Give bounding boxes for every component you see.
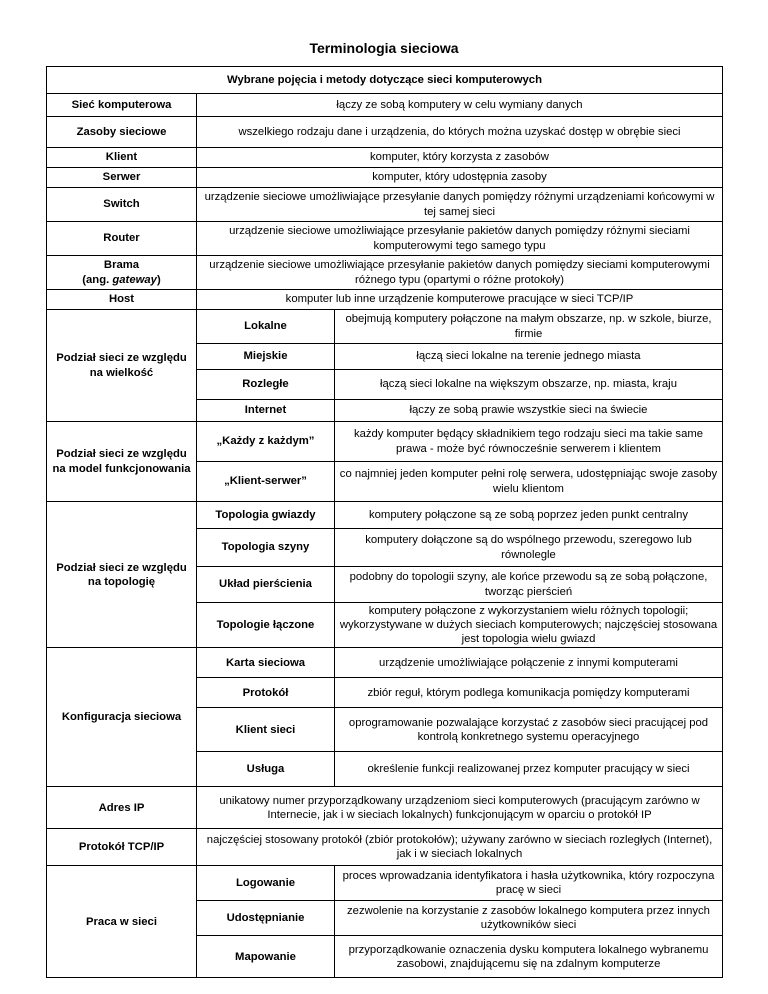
term-cell: Router (47, 222, 197, 256)
definition-cell: łączą sieci lokalne na większym obszarze, np. miasta, kraju (335, 370, 723, 400)
term-cell: Switch (47, 188, 197, 222)
terminology-table (46, 66, 723, 978)
term-cell (47, 256, 197, 290)
definition-cell: obejmują komputery połączone na małym obszarze, np. w szkole, biurze, firmie (335, 310, 723, 344)
subterm-cell: Topologia szyny (197, 529, 335, 567)
term-cell: Host (47, 290, 197, 310)
subterm-cell: Klient sieci (197, 708, 335, 752)
definition-cell: komputer, który udostępnia zasoby (197, 168, 723, 188)
term-cell: Adres IP (47, 787, 197, 829)
definition-cell: określenie funkcji realizowanej przez komputer pracujący w sieci (335, 752, 723, 787)
subterm-cell: Protokół (197, 678, 335, 708)
definition-cell: komputer lub inne urządzenie komputerowe pracujące w sieci TCP/IP (197, 290, 723, 310)
group-cell: Praca w sieci (47, 866, 197, 978)
term-cell: Protokół TCP/IP (47, 829, 197, 866)
definition-cell: zezwolenie na korzystanie z zasobów lokalnego komputera przez innych użytkowników sieci (335, 901, 723, 936)
subterm-cell: Układ pierścienia (197, 567, 335, 603)
subterm-cell: Topologie łączone (197, 603, 335, 648)
definition-cell: unikatowy numer przyporządkowany urządzeniom sieci komputerowych (pracującym zarówno w Internecie, jak i w sieciach lokalnych) funkcjonującym w oparciu o protokół IP (197, 787, 723, 829)
definition-cell: podobny do topologii szyny, ale końce przewodu są ze sobą połączone, tworząc pierścień (335, 567, 723, 603)
subterm-cell: Usługa (197, 752, 335, 787)
subterm-cell: Internet (197, 400, 335, 422)
subterm-cell: „Klient-serwer” (197, 462, 335, 502)
definition-cell: urządzenie sieciowe umożliwiające przesyłanie danych pomiędzy różnymi urządzeniami końcowymi w tej samej sieci (197, 188, 723, 222)
group-cell: Podział sieci ze względu na wielkość (47, 310, 197, 422)
subterm-cell: Rozległe (197, 370, 335, 400)
group-cell: Konfiguracja sieciowa (47, 648, 197, 787)
definition-cell: co najmniej jeden komputer pełni rolę serwera, udostępniając swoje zasoby wielu klientom (335, 462, 723, 502)
group-cell: Podział sieci ze względu na topologię (47, 502, 197, 648)
subterm-cell: Mapowanie (197, 936, 335, 978)
term-cell: Zasoby sieciowe (47, 117, 197, 148)
term-cell: Sieć komputerowa (47, 94, 197, 117)
definition-cell: urządzenie sieciowe umożliwiające przesyłanie pakietów danych pomiędzy sieciami komputerowymi różnego typu (opartymi o różne protokoły) (197, 256, 723, 290)
subterm-cell: Miejskie (197, 344, 335, 370)
definition-cell: zbiór reguł, którym podlega komunikacja pomiędzy komputerami (335, 678, 723, 708)
definition-cell: każdy komputer będący składnikiem tego rodzaju sieci ma takie same prawa - może być równocześnie serwerem i klientem (335, 422, 723, 462)
subterm-cell: Udostępnianie (197, 901, 335, 936)
term-annotation: (ang. (82, 273, 113, 286)
term-annotation-end: ) (156, 273, 161, 286)
term-name: Brama (103, 259, 140, 272)
definition-cell: komputery połączone są ze sobą poprzez jeden punkt centralny (335, 502, 723, 529)
definition-cell: komputery dołączone są do wspólnego przewodu, szeregowo lub równolegle (335, 529, 723, 567)
definition-cell: komputer, który korzysta z zasobów (197, 148, 723, 168)
definition-cell: oprogramowanie pozwalające korzystać z zasobów sieci pracującej pod kontrolą konkretnego systemu operacyjnego (335, 708, 723, 752)
definition-cell: przyporządkowanie oznaczenia dysku komputera lokalnego wybranemu zasobowi, znajdującemu się na zdalnym komputerze (335, 936, 723, 978)
definition-cell: łączy ze sobą prawie wszystkie sieci na świecie (335, 400, 723, 422)
term-annotation-italic: gateway (112, 273, 157, 286)
term-cell: Serwer (47, 168, 197, 188)
subterm-cell: Lokalne (197, 310, 335, 344)
definition-cell: urządzenie umożliwiające połączenie z innymi komputerami (335, 648, 723, 678)
table-header: Wybrane pojęcia i metody dotyczące sieci komputerowych (47, 67, 723, 94)
definition-cell: najczęściej stosowany protokół (zbiór protokołów); używany zarówno w sieciach rozległych (Internet), jak i w sieciach lokalnych (197, 829, 723, 866)
definition-cell: wszelkiego rodzaju dane i urządzenia, do których można uzyskać dostęp w obrębie sieci (197, 117, 723, 148)
term-cell: Klient (47, 148, 197, 168)
definition-cell: łączy ze sobą komputery w celu wymiany danych (197, 94, 723, 117)
subterm-cell: „Każdy z każdym” (197, 422, 335, 462)
definition-cell: komputery połączone z wykorzystaniem wielu różnych topologii; wykorzystywane w dużych sieciach komputerowych; najczęściej stosowana jest topologia wielu gwiazd (335, 603, 723, 648)
definition-cell: łączą sieci lokalne na terenie jednego miasta (335, 344, 723, 370)
subterm-cell: Logowanie (197, 866, 335, 901)
group-cell: Podział sieci ze względu na model funkcjonowania (47, 422, 197, 502)
subterm-cell: Karta sieciowa (197, 648, 335, 678)
subterm-cell: Topologia gwiazdy (197, 502, 335, 529)
page-title: Terminologia sieciowa (309, 40, 459, 56)
definition-cell: proces wprowadzania identyfikatora i hasła użytkownika, który rozpoczyna pracę w sieci (335, 866, 723, 901)
definition-cell: urządzenie sieciowe umożliwiające przesyłanie pakietów danych pomiędzy różnymi sieciami komputerowymi tego samego typu (197, 222, 723, 256)
